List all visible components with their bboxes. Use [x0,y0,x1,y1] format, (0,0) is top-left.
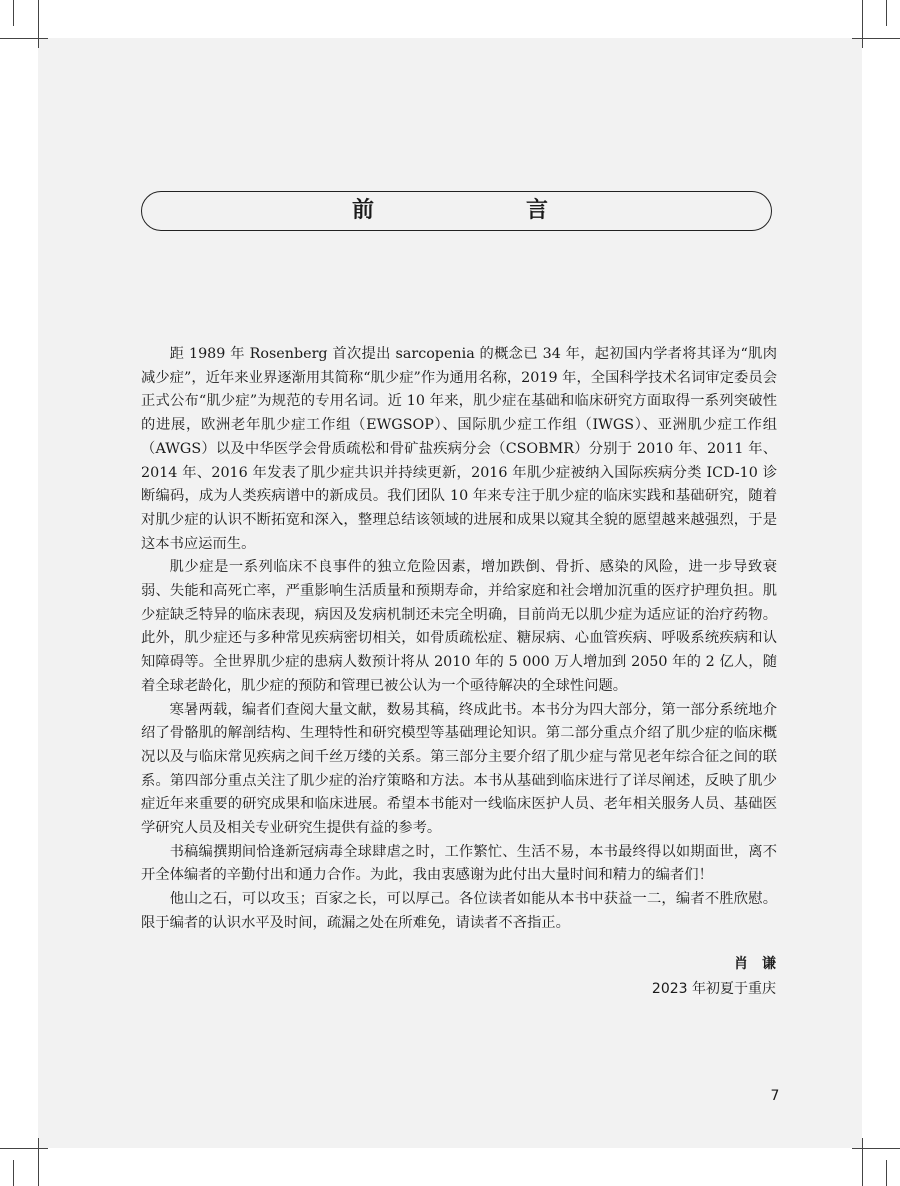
crop-mark [13,1160,14,1186]
page-title: 前 言 [351,198,584,223]
crop-mark [13,0,14,26]
crop-mark [852,1148,900,1149]
crop-mark [38,0,39,48]
crop-mark [0,1148,48,1149]
paragraph: 书稿编撰期间恰逢新冠病毒全球肆虐之时，工作繁忙、生活不易，本书最终得以如期面世，离不开全体编者的辛勤付出和通力合作。为此，我由衷感谢为此付出大量时间和精力的编者们！ [141,843,777,884]
paragraph: 寒暑两载，编者们查阅大量文献，数易其稿，终成此书。本书分为四大部分，第一部分系统地介绍了骨骼肌的解剖结构、生理特性和研究模型等基础理论知识。第二部分重点介绍了肌少症的临床概况以及与临床常见疾病之间千丝万缕的关系。第三部分主要介绍了肌少症与常见老年综合征之间的联系。第四部分重点关注了肌少症的治疗策略和方法。本书从基础到临床进行了详尽阐述，反映了肌少症近年来重要的研究成果和临床进展。希望本书能对一线临床医护人员、老年相关服务人员、基础医学研究人员及相关专业研究生提供有益的参考。 [141,701,777,837]
crop-mark [862,1138,863,1186]
preface-body [141,343,777,936]
page-number: 7 [770,1088,780,1104]
crop-mark [886,0,887,26]
crop-mark [0,38,48,39]
signature-date: 2023 年初夏于重庆 [651,981,776,997]
crop-mark [38,1138,39,1186]
paragraph: 肌少症是一系列临床不良事件的独立危险因素，增加跌倒、骨折、感染的风险，进一步导致衰弱、失能和高死亡率，严重影响生活质量和预期寿命，并给家庭和社会增加沉重的医疗护理负担。肌少症缺乏特异的临床表现，病因及发病机制还未完全明确，目前尚无以肌少症为适应证的治疗药物。此外，肌少症还与多种常见疾病密切相关，如骨质疏松症、糖尿病、心血管疾病、呼吸系统疾病和认知障碍等。全世界肌少症的患病人数预计将从 2010 年的 5 000 万人增加到 2050 年的 2 亿人，随着全球老龄化，肌少症的预防和管理已被公认为一个亟待解决的全球性问题。 [141,559,777,694]
crop-mark [852,38,900,39]
paragraph: 距 1989 年 Rosenberg 首次提出 sarcopenia 的概念已 34 年，起初国内学者将其译为“肌肉减少症”，近年来业界逐渐用其简称“肌少症”作为通用名称，2019 年，全国科学技术名词审定委员会正式公布“肌少症”为规范的专用名词。近 10 年来，肌少症在基础和临床研究方面取得一系列突破性的进展，欧洲老年肌少症工作组（EWGSOP）、国际肌少症工作组（IWGS）、亚洲肌少症工作组（AWGS）以及中华医学会骨质疏松和骨矿盐疾病分会（CSOBMR）分别于 2010 年、2011 年、2014 年、2016 年发表了肌少症共识并持续更新，2016 年肌少症被纳入国际疾病分类 ICD-10 诊断编码，成为人类疾病谱中的新成员。我们团队 10 年来专注于肌少症的临床实践和基础研究，随着对肌少症的认识不断拓宽和深入，整理总结该领域的进展和成果以窥其全貌的愿望越来越强烈，于是这本书应运而生。 [141,346,777,552]
signature [651,952,790,1002]
crop-mark [886,1160,887,1186]
paragraph: 他山之石，可以攻玉；百家之长，可以厚己。各位读者如能从本书中获益一二，编者不胜欣慰。限于编者的认识水平及时间，疏漏之处在所难免，请读者不吝指正。 [141,891,777,931]
crop-mark [862,0,863,48]
signature-author: 肖谦 [734,956,790,972]
